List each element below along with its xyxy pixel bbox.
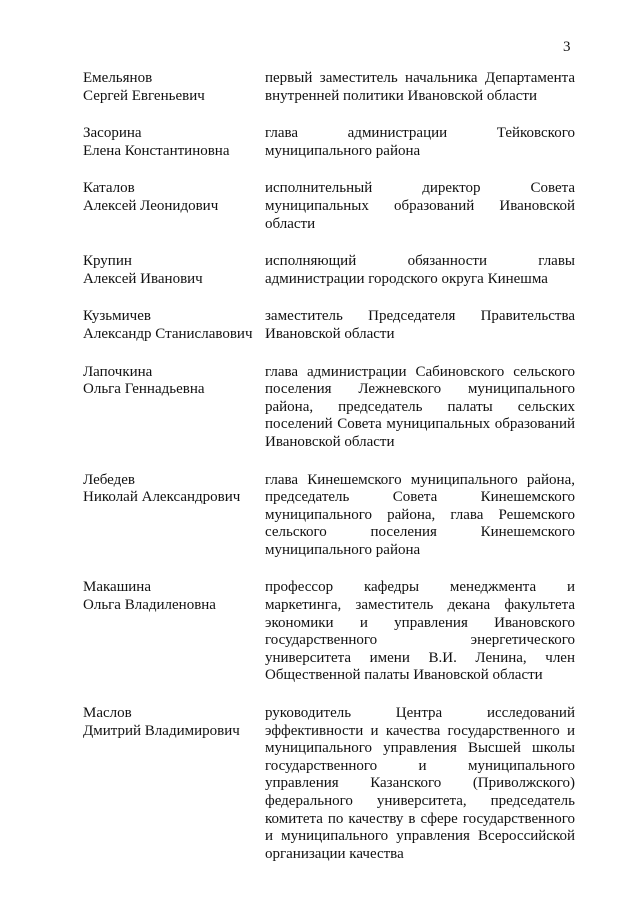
member-entry <box>83 308 575 343</box>
member-name <box>83 472 265 560</box>
member-given-names: Александр Станиславович <box>83 325 253 342</box>
position-line: Общественной палаты Ивановской области <box>265 667 543 684</box>
position-line: заместитель Председателя Правительства <box>265 308 575 325</box>
position-line: глава администрации Тейковского <box>265 125 575 142</box>
position-line: управления Казанского (Приволжского) <box>265 775 575 792</box>
position-line: глава Кинешемского муниципального района, <box>265 471 575 488</box>
member-given-names: Сергей Евгеньевич <box>83 87 205 104</box>
member-name <box>83 70 265 105</box>
member-name <box>83 579 265 685</box>
position-line: муниципального района <box>265 142 421 159</box>
position-line: и муниципального управления Всероссийской <box>265 828 575 845</box>
member-given-names: Ольга Геннадьевна <box>83 381 205 398</box>
position-line: муниципального района <box>265 541 421 558</box>
member-position <box>265 125 575 160</box>
member-surname: Кузьмичев <box>83 308 151 325</box>
position-line: поселения Лежневского муниципального <box>265 381 575 398</box>
position-line: исполняющий обязанности главы <box>265 253 575 270</box>
position-line: сельского поселения Кинешемского <box>265 524 575 541</box>
position-line: руководитель Центра исследований <box>265 705 575 722</box>
member-surname: Макашина <box>83 579 151 596</box>
position-line: профессор кафедры менеджмента и <box>265 579 575 596</box>
member-given-names: Николай Александрович <box>83 489 241 506</box>
position-line: государственного энергетического <box>265 632 575 649</box>
position-line: муниципальных образований Ивановской <box>265 197 575 214</box>
position-line: Ивановской области <box>265 433 395 450</box>
page-number: 3 <box>563 39 571 55</box>
member-entry <box>83 180 575 233</box>
member-surname: Крупин <box>83 253 132 270</box>
position-line: Ивановской области <box>265 325 395 342</box>
member-surname: Емельянов <box>83 70 153 86</box>
member-list <box>83 70 575 883</box>
member-entry <box>83 472 575 560</box>
position-line: государственного и муниципального <box>265 757 575 774</box>
member-position <box>265 705 575 863</box>
position-line: маркетинга, заместитель декана факультета <box>265 597 575 614</box>
member-surname: Засорина <box>83 125 142 142</box>
member-name <box>83 364 265 452</box>
member-name <box>83 180 265 233</box>
position-line: федерального университета, председатель <box>265 793 575 809</box>
position-line: поселений Совета муниципальных образований <box>265 416 575 433</box>
position-line: университета имени В.И. Ленина, член <box>265 649 575 666</box>
member-entry <box>83 364 575 452</box>
position-line: муниципального управления Высшей школы <box>265 740 575 757</box>
position-line: района, председатель палаты сельских <box>265 398 575 415</box>
member-name <box>83 125 265 160</box>
member-surname: Каталов <box>83 180 135 197</box>
member-surname: Лапочкина <box>83 363 153 380</box>
member-entry <box>83 70 575 105</box>
member-entry <box>83 125 575 160</box>
member-given-names: Алексей Леонидович <box>83 197 219 214</box>
member-position <box>265 180 575 233</box>
position-line: исполнительный директор Совета <box>265 180 575 197</box>
member-entry <box>83 253 575 288</box>
member-surname: Лебедев <box>83 471 135 488</box>
position-line: эффективности и качества государственного и <box>265 722 575 739</box>
position-line: экономики и управления Ивановского <box>265 614 575 631</box>
position-line: внутренней политики Ивановской области <box>265 87 537 104</box>
position-line: комитета по качеству в сфере государственного <box>265 810 575 827</box>
member-position <box>265 579 575 685</box>
position-line: первый заместитель начальника Департамента <box>265 70 575 86</box>
member-position <box>265 364 575 452</box>
member-name <box>83 308 265 343</box>
member-entry <box>83 705 575 863</box>
member-given-names: Дмитрий Владимирович <box>83 722 240 739</box>
member-given-names: Ольга Владиленовна <box>83 597 216 614</box>
position-line: организации качества <box>265 845 404 862</box>
member-position <box>265 253 575 288</box>
member-given-names: Алексей Иванович <box>83 270 203 287</box>
member-given-names: Елена Константиновна <box>83 142 230 159</box>
member-position <box>265 472 575 560</box>
position-line: муниципального района, глава Решемского <box>265 506 575 523</box>
member-position <box>265 308 575 343</box>
member-surname: Маслов <box>83 705 132 722</box>
member-entry <box>83 579 575 685</box>
position-line: области <box>265 215 316 232</box>
position-line: глава администрации Сабиновского сельского <box>265 363 575 380</box>
position-line: председатель Совета Кинешемского <box>265 489 575 506</box>
member-name <box>83 253 265 288</box>
member-name <box>83 705 265 863</box>
member-position <box>265 70 575 105</box>
position-line: администрации городского округа Кинешма <box>265 270 548 287</box>
